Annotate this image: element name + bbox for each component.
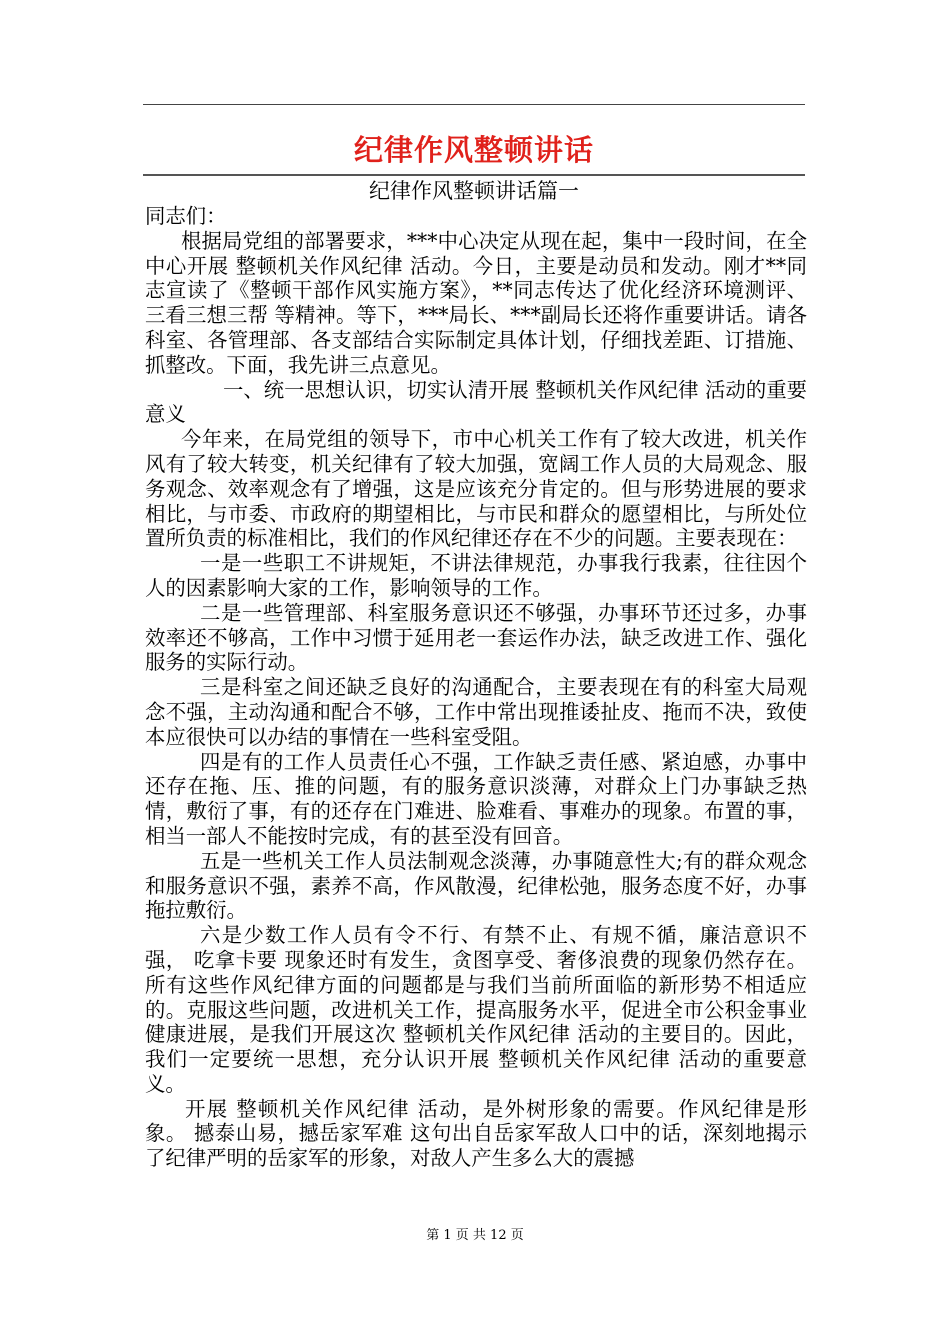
paragraph-point-6: 六是少数工作人员有令不行、有禁不止、有规不循，廉洁意识不强， 吃拿卡要 现象还时有发生，贪图享受、奢侈浪费的现象仍然存在。所有这些作风纪律方面的问题都是与我们当前所面临的新形势不相适应的。克服这些问题，改进机关工作，提高服务水平，促进全市公积金事业健康进展，是我们开展这次 整顿机关作风纪律 活动的主要目的。因此，我们一定要统一思想，充分认识开展 整顿机关作风纪律 活动的重要意义。 bbox=[145, 923, 807, 1096]
paragraph-point-3: 三是科室之间还缺乏良好的沟通配合，主要表现在有的科室大局观念不强，主动沟通和配合不够，工作中常出现推诿扯皮、拖而不决，致使本应很快可以办结的事情在一些科室受阻。 bbox=[145, 675, 807, 749]
paragraph-point-5: 五是一些机关工作人员法制观念淡薄，办事随意性大;有的群众观念和服务意识不强，素养不高，作风散漫，纪律松弛，服务态度不好，办事拖拉敷衍。 bbox=[145, 848, 807, 923]
section-heading: 一、统一思想认识，切实认清开展 整顿机关作风纪律 活动的重要意义 bbox=[145, 377, 807, 427]
paragraph: 根据局党组的部署要求，***中心决定从现在起，集中一段时间，在全中心开展 整顿机关作风纪律 活动。今日，主要是动员和发动。刚才**同志宣读了《整顿干部作风实施方案》，**同志传达了优化经济环境测评、 三看三想三帮 等精神。等下，***局长、***副局长还将作重要讲话。请各科室、各管理部、各支部结合实际制定具体计划，仔细找差距、订措施、抓整改。下面，我先讲三点意见。 bbox=[145, 228, 807, 377]
page-number: 第 1 页 共 12 页 bbox=[426, 1228, 524, 1243]
document-body bbox=[145, 204, 807, 1171]
header-rule bbox=[143, 104, 805, 105]
paragraph-point-4: 四是有的工作人员责任心不强，工作缺乏责任感、紧迫感，办事中还存在拖、压、推的问题，有的服务意识淡薄，对群众上门办事缺乏热情，敷衍了事，有的还存在门难进、脸难看、事难办的现象。布置的事，相当一部人不能按时完成，有的甚至没有回音。 bbox=[145, 749, 807, 848]
title-rule bbox=[143, 174, 805, 176]
document-subtitle: 纪律作风整顿讲话篇一 bbox=[369, 179, 579, 203]
paragraph-salutation: 同志们： bbox=[145, 204, 227, 228]
document-title: 纪律作风整顿讲话 bbox=[353, 133, 594, 167]
paragraph-point-2: 二是一些管理部、科室服务意识还不够强，办事环节还过多，办事效率还不够高，工作中习惯于延用老一套运作办法，缺乏改进工作、强化服务的实际行动。 bbox=[145, 600, 807, 675]
paragraph: 开展 整顿机关作风纪律 活动，是外树形象的需要。作风纪律是形象。 撼泰山易，撼岳家军难 这句出自岳家军敌人口中的话，深刻地揭示了纪律严明的岳家军的形象，对敌人产生多么大的震撼 bbox=[145, 1096, 807, 1171]
paragraph-point-1: 一是一些职工不讲规矩，不讲法律规范，办事我行我素，往往因个人的因素影响大家的工作，影响领导的工作。 bbox=[145, 551, 807, 600]
paragraph: 今年来，在局党组的领导下，市中心机关工作有了较大改进，机关作风有了较大转变，机关纪律有了较大加强，宽阔工作人员的大局观念、服务观念、效率观念有了增强，这是应该充分肯定的。但与形势进展的要求相比，与市委、市政府的期望相比，与市民和群众的愿望相比，与所处位置所负责的标准相比，我们的作风纪律还存在不少的问题。主要表现在： bbox=[145, 427, 807, 551]
